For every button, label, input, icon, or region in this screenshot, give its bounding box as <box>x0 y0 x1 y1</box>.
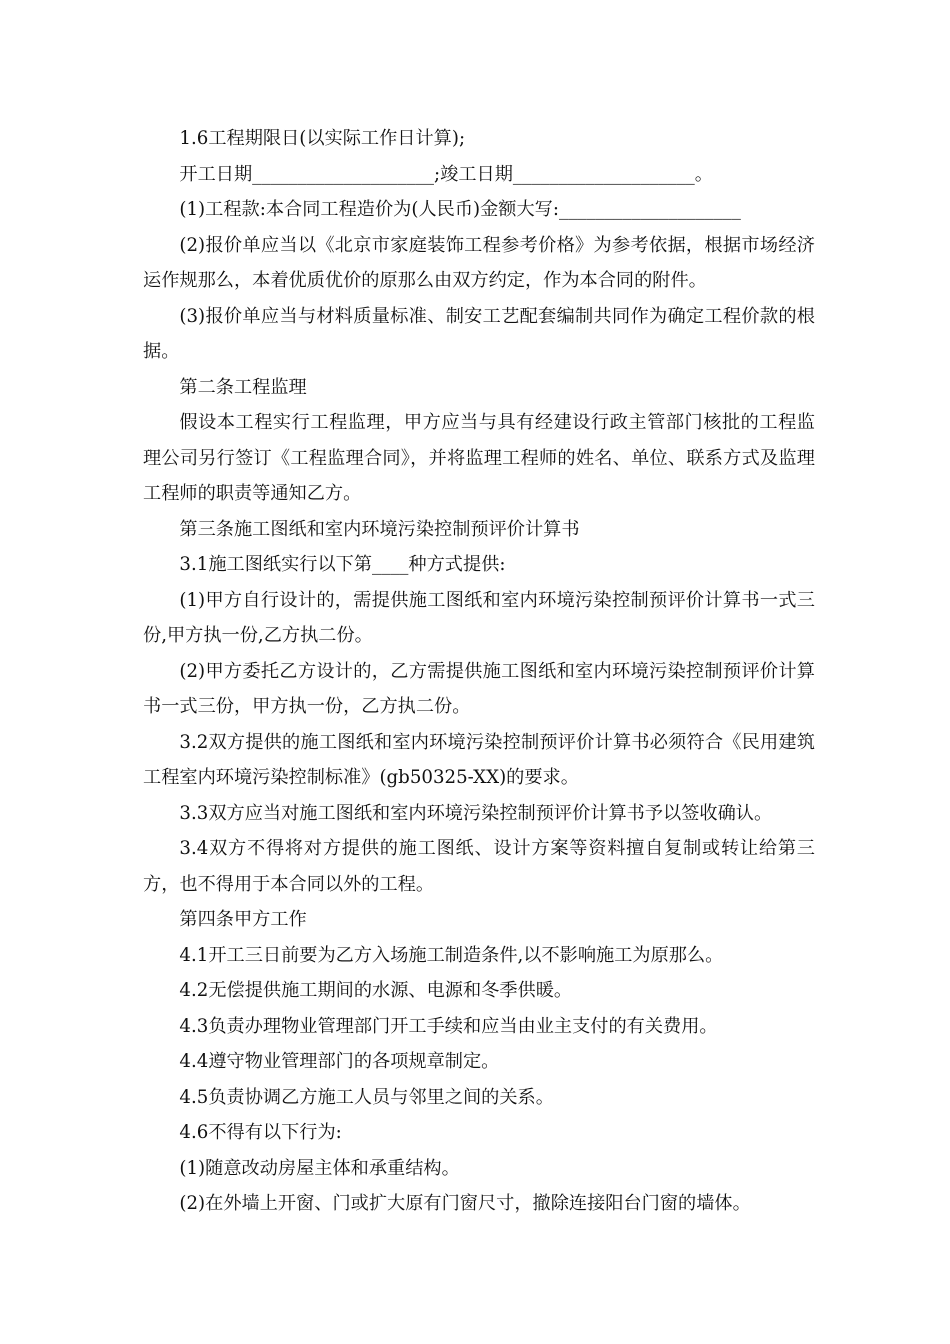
paragraph-4-6: 4.6不得有以下行为: <box>179 1122 342 1143</box>
paragraph-supervision: 假设本工程实行工程监理，甲方应当与具有经建设行政主管部门核批的工程监理公司另行签订《工程监理合同》，并将监理工程师的姓名、单位、联系方式及监理工程师的职责等通知乙方。 <box>143 412 815 504</box>
paragraph-4-3: 4.3负责办理物业管理部门开工手续和应当由业主支付的有关费用。 <box>179 1015 718 1037</box>
paragraph-3-4: 3.4双方不得将对方提供的施工图纸、设计方案等资料擅自复制或转让给第三方，也不得用于本合同以外的工程。 <box>143 838 815 895</box>
paragraph-3-1-option-1: (1)甲方自行设计的，需提供施工图纸和室内环境污染控制预评价计算书一式三份,甲方执一份,乙方执二份。 <box>143 589 815 646</box>
paragraph-3-1: 3.1施工图纸实行以下第____种方式提供: <box>179 554 506 575</box>
paragraph-3-1-option-2: (2)甲方委托乙方设计的，乙方需提供施工图纸和室内环境污染控制预评价计算书一式三份，甲方执一份，乙方执二份。 <box>143 660 815 717</box>
paragraph-3-3: 3.3双方应当对施工图纸和室内环境污染控制预评价计算书予以签收确认。 <box>179 802 773 824</box>
paragraph-4-6-item-2: (2)在外墙上开窗、门或扩大原有门窗尺寸，撤除连接阳台门窗的墙体。 <box>179 1193 751 1214</box>
paragraph-1-6-duration: 1.6工程期限日(以实际工作日计算); <box>179 128 466 149</box>
paragraph-quotation-basis: (2)报价单应当以《北京市家庭装饰工程参考价格》为参考依据，根据市场经济运作规那么，本着优质优价的原那么由双方约定，作为本合同的附件。 <box>143 234 815 291</box>
heading-article-4: 第四条甲方工作 <box>179 909 307 930</box>
paragraph-4-4: 4.4遵守物业管理部门的各项规章制定。 <box>179 1051 500 1072</box>
paragraph-quotation-standards: (3)报价单应当与材料质量标准、制安工艺配套编制共同作为确定工程价款的根据。 <box>143 305 815 362</box>
paragraph-4-5: 4.5负责协调乙方施工人员与邻里之间的关系。 <box>179 1086 554 1108</box>
paragraph-start-end-dates: 开工日期____________________;竣工日期____________________。 <box>179 163 713 185</box>
paragraph-4-2: 4.2无偿提供施工期间的水源、电源和冬季供暖。 <box>179 980 573 1001</box>
paragraph-4-6-item-1: (1)随意改动房屋主体和承重结构。 <box>179 1157 460 1179</box>
paragraph-3-2: 3.2双方提供的施工图纸和室内环境污染控制预评价计算书必须符合《民用建筑工程室内环境污染控制标准》(gb50325-XX)的要求。 <box>143 731 815 788</box>
heading-article-3: 第三条施工图纸和室内环境污染控制预评价计算书 <box>179 518 580 540</box>
paragraph-project-price: (1)工程款:本合同工程造价为(人民币)金额大写:____________________ <box>179 199 741 220</box>
heading-article-2: 第二条工程监理 <box>179 376 307 398</box>
document-body <box>143 121 815 1222</box>
paragraph-4-1: 4.1开工三日前要为乙方入场施工制造条件,以不影响施工为原那么。 <box>179 944 724 966</box>
